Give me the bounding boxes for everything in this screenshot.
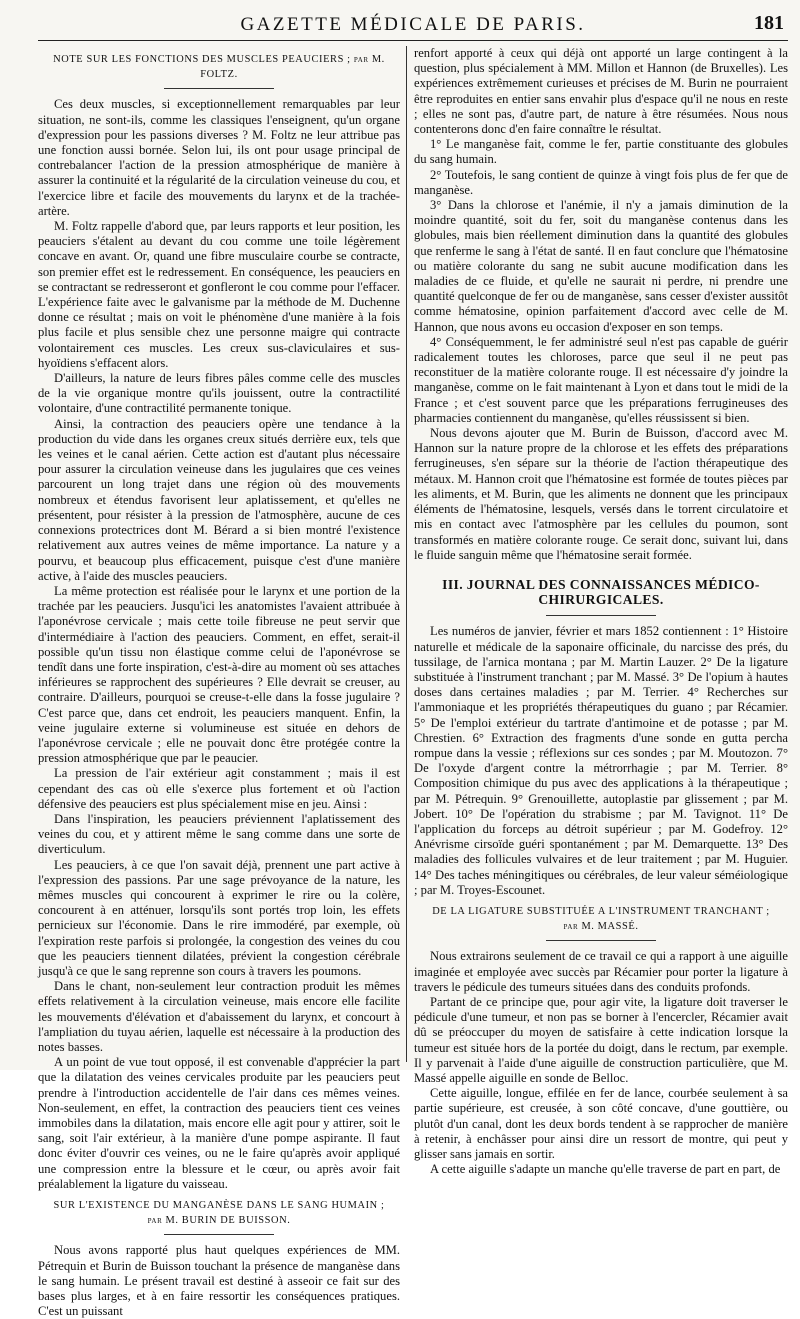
paragraph: M. Foltz rappelle d'abord que, par leurs rapports et leur position, les peauciers s'étalent au devant du cou comme une toile légèrement concave en avant. Or, quand une fibre musculaire courbe se contracte, son premier effet est le redressement. En conséquence, les peauciers en se contractant se redresseront et gonfleront le cou comme pour l'effacer. L'expérience faite avec le galvanisme par la méthode de M. Duchenne donne ce résultat ; mais on voit le phénomène d'une manière à la fois plus facile et plus sensible chez une personne maigre qui contracte volontairement ces muscles. Les creux sus-claviculaires et sus-hyoïdiens s'effacent alors. [38,219,400,370]
paragraph: La même protection est réalisée pour le larynx et une portion de la trachée par les peauciers. Jusqu'ici les anatomistes l'avaient attribuée à l'aponévrose cervicale ; mais cette toile fibreuse ne peut servir que d'intermédiaire à l'action des peauciers. Comment, en effet, serait-il possible qu'un tissu non élastique comme celui de l'aponévrose se tendît dans une forte inspiration, c'est-à-dire au moment où ses attaches inférieures se rapprochent des supérieures ? Elle devrait se creuser, au contraire. D'ailleurs, pourquoi se creuse-t-elle dans la fosse jugulaire ? C'est parce que, dans cet endroit, les peauciers manquent. Enfin, la veine jugulaire externe si volumineuse est située en dehors de l'aponévrose cervicale ; elle ne pouvait donc être protégée contre la pression atmosphérique que par le peaucier. [38,583,400,766]
paragraph: 3° Dans la chlorose et l'anémie, il n'y a jamais diminution de la moindre quantité, soit du fer, soit du manganèse contenus dans les globules, mais bien réellement diminution dans la quantité des globules que renferme le sang à l'état de santé. Il en faut conclure que l'hématosine ou matière colorante du sang ne subit aucune modification dans les maladies de ce fluide, et qu'elle ne saurait ni perdre, ni prendre une quantité quelconque de fer ou de manganèse, sans cesser d'exister aussitôt comme hématosine, opinion parfaitement d'accord avec celle de M. Hannon, que nous avons eu occasion d'exposer en son temps. [414,198,788,334]
divider [546,940,656,941]
paragraph: renfort apporté à ceux qui déjà ont apporté un large contingent à la question, plus spécialement à MM. Millon et Hannon (de Bruxelles). Les expériences extrêmement curieuses et précises de M. Burin ne pourraient être reproduites en entier sans envahir plus d'espace qu'il ne nous en reste ; elles ne sont pas, d'autre part, de nature à être résumées. Nous nous contenterons donc d'en faire connaître le résultat. [414,46,788,137]
paragraph: Cette aiguille, longue, effilée en fer de lance, courbée seulement à sa partie supérieure, est creusée, à son côté concave, d'une gouttière, ou plutôt d'un canal, dont les deux bords tendent à se rapprocher de manière à retenir, à enchâsser pour ainsi dire un ressort de montre, qui peut y glisser sans jamais en sortir. [414,1086,788,1162]
section-title-text: SUR L'EXISTENCE DU MANGANÈSE DANS LE SANG HUMAIN ; [53,1200,385,1212]
journal-heading-line: III. JOURNAL DES CONNAISSANCES MÉDICO- [442,576,760,592]
paragraph: Les peauciers, à ce que l'on savait déjà, prennent une part active à l'expression des passions. Par une sage prévoyance de la nature, les mêmes muscles qui concourent à exprimer le rire ou la colère, concourent à en atténuer, lorsqu'ils sont portés trop loin, les effets pernicieux sur l'économie. Dans le rire immodéré, par exemple, où l'expiration reste parfois si prolongée, la congestion des veines du cou que les peauciers tiennent dilatées, prévient la congestion cérébrale jusqu'à ce que le sang reprenne son cours à travers les poumons. [38,857,400,978]
divider [164,1234,274,1235]
divider [546,615,656,616]
paragraph: Les numéros de janvier, février et mars 1852 contiennent : 1° Histoire naturelle et médicale de la saponaire officinale, du narcisse des prés, du tussilage, de l'arnica montana ; par M. Martin Lauzer. 2° De la ligature substituée à l'instrument tranchant ; par M. Massé. 3° De l'opium à hautes doses dans certaines maladies ; par M. Terrier. 4° Recherches sur l'ammoniaque et les propriétés thérapeutiques du guano ; par Récamier. 5° De l'emploi extérieur du tartrate d'antimoine et de potasse ; par M. Chrestien. 6° Extraction des fragments d'une sonde en gutta percha rompue dans la vessie ; réflexions sur ces sondes ; par M. Moutozon. 7° De l'oxyde d'argent contre la métrorrhagie ; par M. Terrier. 8° Composition chimique du pus avec des applications à la thérapeutique ; par M. Pétrequin. 9° Grenouillette, autoplastie par glissement ; par M. Jobert. 10° De l'opération du strabisme ; par M. Tavignot. 11° De l'application du forceps au détroit supérieur ; par M. Godefroy. 12° Anévrisme cirsoïde guéri spontanément ; par M. Demarquette. 13° Des maladies des follicules vulvaires et de leur traitement ; par M. Huguier. 14° Des taches méningitiques ou cérébrales, de leur valeur séméiologique ; par M. Troyes-Escounet. [414,624,788,897]
journal-heading-line: CHIRURGICALES. [538,592,664,608]
paragraph: Dans le chant, non-seulement leur contraction produit les mêmes effets relativement à la circulation veineuse, mais encore elle facilite les mouvements d'élévation et d'abaissement du larynx, et concourt à l'ampliation du tuyau aérien, laquelle est nécessaire à la production des notes basses. [38,979,400,1054]
paragraph: Partant de ce principe que, pour agir vite, la ligature doit traverser le pédicule d'une tumeur, et non pas se borner à l'encercler, Récamier avait dû se préoccuper du moyen de satisfaire à cette indication lorsque la tumeur est située hors de la portée du doigt, dans le rectum, par exemple. Il y parvenait à l'aide d'une aiguille de construction particulière, que M. Massé appelle aiguille en sonde de Belloc. [414,994,788,1085]
paragraph: D'ailleurs, la nature de leurs fibres pâles comme celle des muscles de la vie organique montre qu'ils jouissent, outre la contractilité volontaire, d'une contractilité permanente tonique. [38,371,400,416]
divider [164,88,274,89]
paragraph: Ainsi, la contraction des peauciers opère une tendance à la production du vide dans les organes creux situés derrière eux, tels que les veines et le canal aérien. Cette action est d'autant plus nécessaire pour assurer la circulation veineuse dans les jugulaires que ces veines parcourent un long trajet dans une région où des mouvements nombreux et étendus favorisent leur aplatissement, et qu'elles ne présentent, pour résister à la pression de l'atmosphère, aucune de ces connexions protectrices dont M. Bérard a si bien montré l'existence relativement aux autres veines de même importance. La nature y a pourvu, et beaucoup plus efficacement, puisque c'est d'une manière active, à l'aide des muscles peauciers. [38,416,400,583]
paragraph: A cette aiguille s'adapte un manche qu'elle traverse de part en part, de [430,1162,781,1177]
column-rule [406,46,407,1062]
paragraph: 1° Le manganèse fait, comme le fer, partie constituante des globules du sang humain. [414,137,788,167]
paragraph: 2° Toutefois, le sang contient de quinze à vingt fois plus de fer que de manganèse. [414,167,788,197]
paragraph: La pression de l'air extérieur agit constamment ; mais il est cependant des cas où elle s'exerce plus fortement et où l'action défensive des peauciers est plus spécialement mise en jeu. Ainsi : [38,766,400,811]
paragraph: A un point de vue tout opposé, il est convenable d'apprécier la part que la dilatation des veines cervicales produite par les peauciers peut prendre à l'introduction accidentelle de l'air dans ces mêmes veines. Non-seulement, en effet, la contraction des peauciers tient ces veines immobiles dans la dilatation, mais encore elle agit pour y attirer, soit le sang, soit l'air extérieur, à la manière d'une pompe aspirante. Il faut donc éviter d'ouvrir ces veines, ou ne le faire qu'après avoir appliqué une compression entre la blessure et le cœur, ou après avoir fait préalablement la ligature du vaisseau. [38,1055,400,1191]
paragraph: Nous avons rapporté plus haut quelques expériences de MM. Pétrequin et Burin de Buisson touchant la présence de manganèse dans le sang humain. Le présent travail est destiné à asseoir ce fait sur des bases plus larges, et à en faire ressortir les conséquences pratiques. C'est un puissant [38,1243,400,1319]
paragraph: Nous extrairons seulement de ce travail ce qui a rapport à une aiguille imaginée et employée avec succès par Récamier pour porter la ligature à travers le pédicule des tumeurs situées dans des conduits profonds. [414,949,788,994]
section-title-foltz: NOTE SUR LES FONCTIONS DES MUSCLES PEAUCIERS ; par M. FOLTZ. [53,54,385,81]
section-author: par M. MASSÉ. [563,921,639,933]
paragraph: Ces deux muscles, si exceptionnellement remarquables par leur situation, ne sont-ils, comme les classiques l'enseignent, qu'un organe d'expression pour les passions diverses ? M. Foltz ne leur attribue pas une fonction aussi bornée. Selon lui, ils ont pour usage principal de contrebalancer l'action de la pression atmosphérique de manière à assurer la continuité et la régularité de la circulation veineuse du cou, et l'exercice libre et facile des mouvements du larynx et de la trachée-artère. [38,97,400,218]
left-column [38,46,400,1319]
journal-title: GAZETTE MÉDICALE DE PARIS. [240,14,586,35]
section-title-text: DE LA LIGATURE SUBSTITUÉE A L'INSTRUMENT TRANCHANT ; [432,905,770,917]
page-header [38,12,788,41]
journal-heading [414,577,788,607]
section-title-ligature [414,904,788,934]
paragraph: Nous devons ajouter que M. Burin de Buisson, d'accord avec M. Hannon sur la nature propre de la chlorose et les effets des préparations ferrugineuses, s'en sépare sur la théorie de l'action thérapeutique des métaux. M. Hannon croit que l'hématosine est formée de toutes pièces par les aliments, et M. Burin, que les aliments ne donnent que les principaux éléments de l'hématosine, lesquels, versés dans le torrent circulatoire et mis en contact avec l'atmosphère par les cellules du poumon, sont transformés en matière colorante rouge. Ce serait donc, suivant lui, dans le fluide sanguin même que l'hématosine serait formée. [414,426,788,562]
section-title-manganese [38,1198,400,1228]
section-author: par M. BURIN DE BUISSON. [147,1215,291,1227]
page-number: 181 [754,12,784,34]
paragraph: 4° Conséquemment, le fer administré seul n'est pas capable de guérir radicalement toutes les chloroses, parce que seul il ne peut pas reconstituer de la matière colorante rouge. Il est nécessaire d'y joindre la manganèse, comme on le fait maintenant à Lyon et dans tout le midi de la France ; et c'est souvent parce que les préparations ferrugineuses des pharmacies contiennent du manganèse, qu'elles réussissent si bien. [414,334,788,425]
paragraph: Dans l'inspiration, les peauciers préviennent l'aplatissement des veines du cou, et y attirent même le sang comme dans une sorte de diverticulum. [38,811,400,857]
right-column [414,46,788,1177]
